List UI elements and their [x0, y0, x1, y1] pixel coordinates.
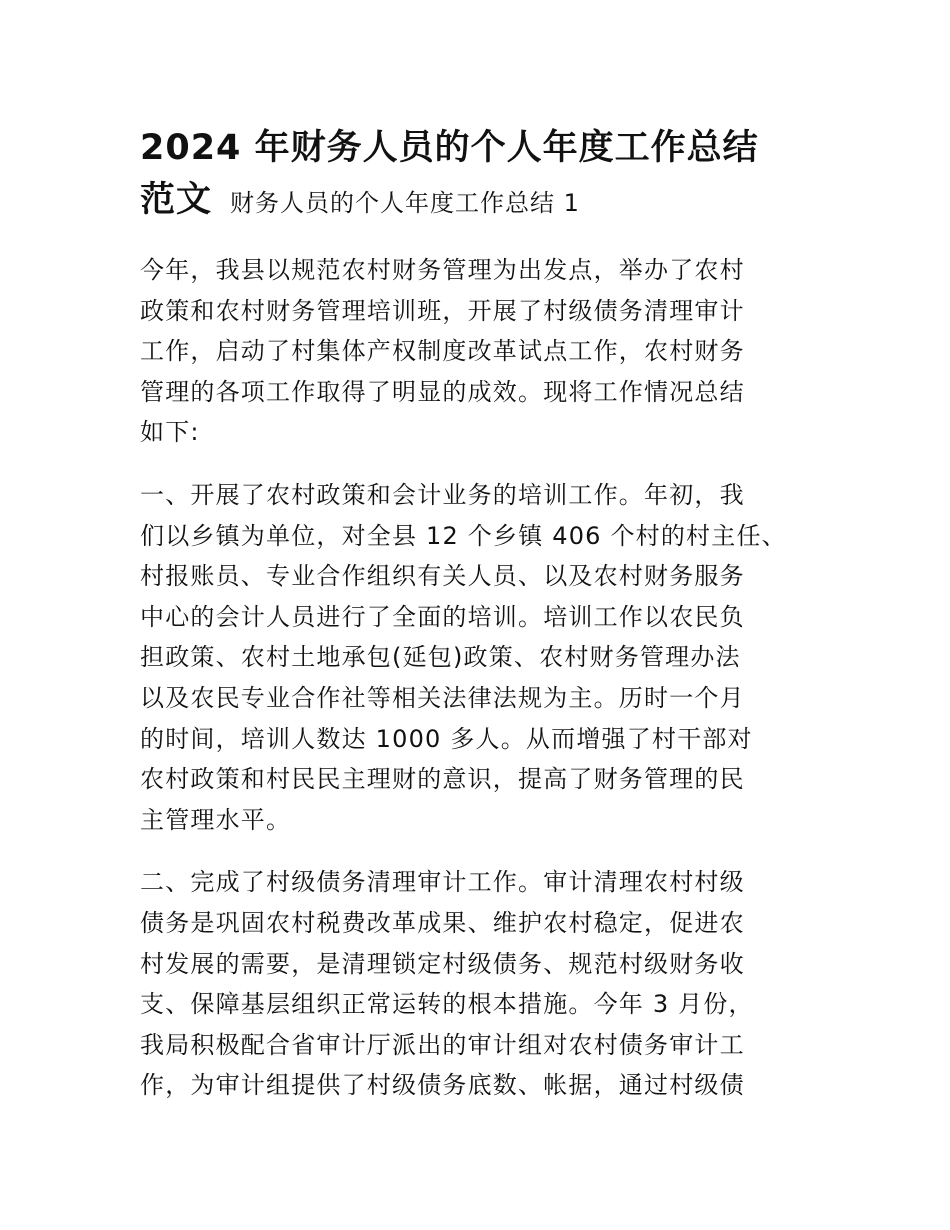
document-subtitle: 财务人员的个人年度工作总结 1 — [230, 189, 580, 217]
document-title: 2024 年财务人员的个人年度工作总结 — [140, 128, 759, 168]
title-continuation — [140, 174, 840, 226]
document-page — [140, 122, 840, 1106]
document-title-tail: 范文 — [140, 180, 213, 220]
paragraph-debt-audit: 二、完成了村级债务清理审计工作。审计清理农村村级 债务是巩固农村税费改革成果、维护农村稳定，促进农 村发展的需要，是清理锁定村级债务、规范村级财务收 支、保障基层组织正常运转的根本措施。今年 3 月份， 我局积极配合省审计厅派出的审计组对农村债务审计工 作，为审计组提供了村级债务底数、帐据，通过村级债 — [140, 868, 754, 1100]
paragraph-intro: 今年，我县以规范农村财务管理为出发点，举办了农村 政策和农村财务管理培训班，开展了村级债务清理审计 工作，启动了村集体产权制度改革试点工作，农村财务 管理的各项工作取得了明显的成效。现将工作情况总结 如下: — [140, 256, 745, 447]
paragraph-training: 一、开展了农村政策和会计业务的培训工作。年初，我 们以乡镇为单位，对全县 12 个乡镇 406 个村的村主任、 村报账员、专业合作组织有关人员、以及农村财务服务 中心的会计人员进行了全面的培训。培训工作以农民负 担政策、农村土地承包(延包)政策、农村财务管理办法 以及农民专业合作社等相关法律法规为主。历时一个月 的时间，培训人数达 1000 多人。从而增强了村干部对 农村政策和村民民主理财的意识，提高了财务管理的民 主管理水平。 — [140, 480, 787, 834]
